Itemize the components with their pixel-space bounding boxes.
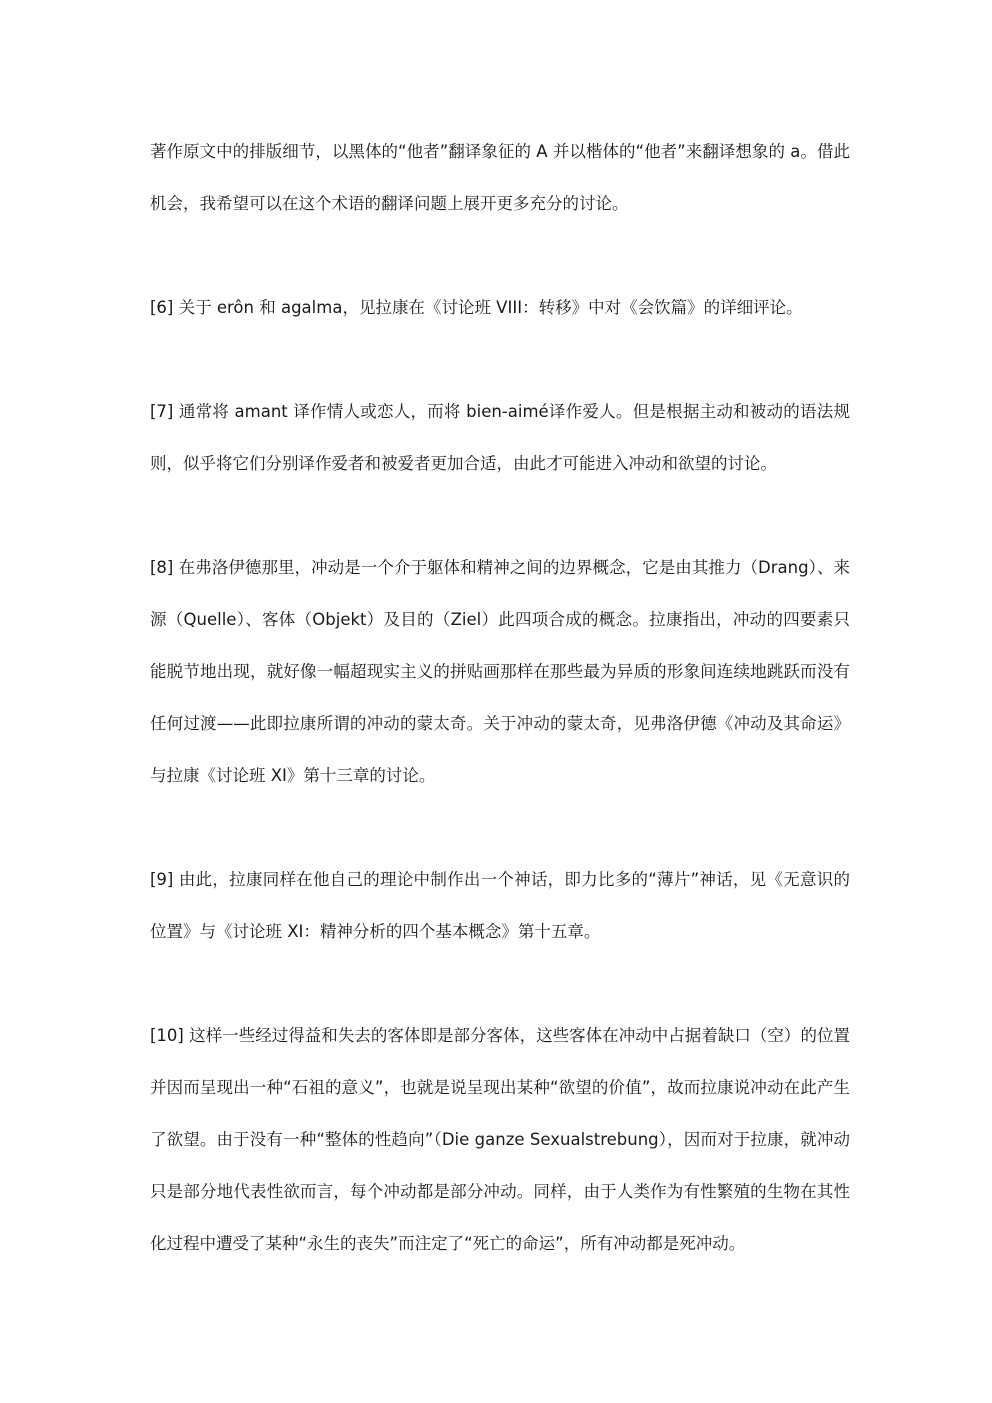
paragraph-gap — [150, 958, 850, 1010]
note-7: [7] 通常将 amant 译作情人或恋人，而将 bien-aimé译作爱人。但是根据主动和被动的语法规则，似乎将它们分别译作爱者和被爱者更加合适，由此才可能进入冲动和欲望的讨论。 — [150, 402, 850, 473]
document-page — [150, 126, 850, 1270]
note-continuation: 著作原文中的排版细节，以黑体的“他者”翻译象征的 A 并以楷体的“他者”来翻译想象的 a。借此机会，我希望可以在这个术语的翻译问题上展开更多充分的讨论。 — [150, 142, 850, 213]
note-6: [6] 关于 erôn 和 agalma，见拉康在《讨论班 VIII：转移》中对《会饮篇》的详细评论。 — [150, 298, 803, 317]
note-9: [9] 由此，拉康同样在他自己的理论中制作出一个神话，即力比多的“薄片”神话，见《无意识的位置》与《讨论班 XI：精神分析的四个基本概念》第十五章。 — [150, 870, 850, 941]
note-8: [8] 在弗洛伊德那里，冲动是一个介于躯体和精神之间的边界概念，它是由其推力（Drang）、来源（Quelle）、客体（Objekt）及目的（Ziel）此四项合成的概念。拉康指出，冲动的四要素只能脱节地出现，就好像一幅超现实主义的拼贴画那样在那些最为异质的形象间连续地跳跃而没有任何过渡——此即拉康所谓的冲动的蒙太奇。关于冲动的蒙太奇，见弗洛伊德《冲动及其命运》与拉康《讨论班 XI》第十三章的讨论。 — [150, 558, 850, 785]
note-10: [10] 这样一些经过得益和失去的客体即是部分客体，这些客体在冲动中占据着缺口（空）的位置并因而呈现出一种“石祖的意义”，也就是说呈现出某种“欲望的价值”，故而拉康说冲动在此产生了欲望。由于没有一种“整体的性趋向”（Die ganze Sexualstrebung），因而对于拉康，就冲动只是部分地代表性欲而言，每个冲动都是部分冲动。同样，由于人类作为有性繁殖的生物在其性化过程中遭受了某种“永生的丧失”而注定了“死亡的命运”，所有冲动都是死冲动。 — [150, 1026, 850, 1253]
paragraph-gap — [150, 334, 850, 386]
paragraph-gap — [150, 230, 850, 282]
paragraph-gap — [150, 490, 850, 542]
paragraph-gap — [150, 802, 850, 854]
